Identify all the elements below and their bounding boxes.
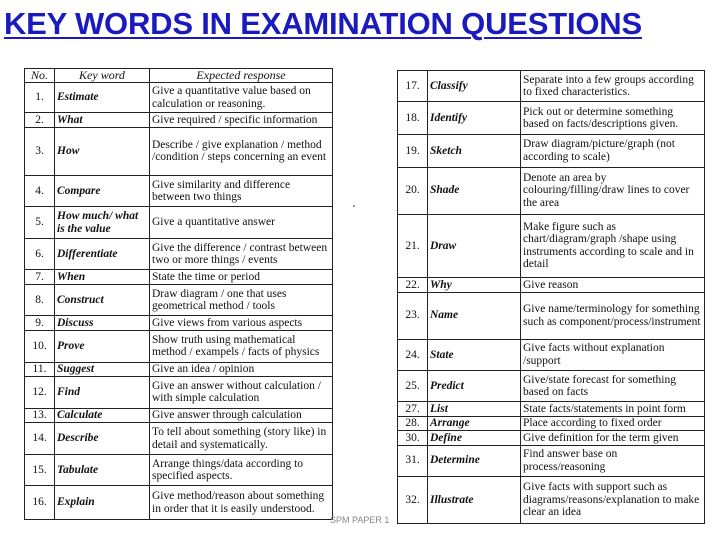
row-number: 10. xyxy=(25,331,55,362)
row-number: 15. xyxy=(25,454,55,485)
row-number: 16. xyxy=(25,486,55,520)
table-row xyxy=(398,71,705,102)
expected-response: Give a quantitative value based on calculation or reasoning. xyxy=(150,83,333,113)
expected-response: Give/state forecast for something based on facts xyxy=(521,370,705,401)
row-number: 32. xyxy=(398,476,428,523)
row-number: 13. xyxy=(25,408,55,423)
key-word: Why xyxy=(428,278,521,292)
expected-response: Describe / give explanation / method /condition / steps concerning an event xyxy=(150,128,333,176)
row-number: 1. xyxy=(25,83,55,113)
row-number: 3. xyxy=(25,128,55,176)
key-word: Arrange xyxy=(428,416,521,430)
row-number: 14. xyxy=(25,423,55,454)
row-number: 24. xyxy=(398,339,428,370)
row-number: 25. xyxy=(398,370,428,401)
key-word: Suggest xyxy=(55,362,150,377)
key-word: Describe xyxy=(55,423,150,454)
expected-response: To tell about something (story like) in detail and systematically. xyxy=(150,423,333,454)
row-number: 12. xyxy=(25,377,55,408)
expected-response: Draw diagram / one that uses geometrical method / tools xyxy=(150,284,333,315)
expected-response: Give method/reason about something in order that it is easily understood. xyxy=(150,486,333,520)
table-row xyxy=(25,362,333,377)
key-word: State xyxy=(428,339,521,370)
row-number: 8. xyxy=(25,284,55,315)
key-word: Compare xyxy=(55,175,150,206)
table-row xyxy=(25,207,333,238)
row-number: 5. xyxy=(25,207,55,238)
table-row xyxy=(25,128,333,176)
row-number: 9. xyxy=(25,316,55,331)
stray-dot xyxy=(353,205,355,207)
expected-response: Denote an area by colouring/filling/draw lines to cover the area xyxy=(521,167,705,214)
key-word: List xyxy=(428,402,521,416)
key-word: Explain xyxy=(55,486,150,520)
expected-response: Give name/terminology for something such as component/process/instrument xyxy=(521,292,705,339)
table-row xyxy=(25,486,333,520)
expected-response: Give an answer without calculation / with simple calculation xyxy=(150,377,333,408)
key-word: What xyxy=(55,113,150,128)
expected-response: Give facts with support such as diagrams/reasons/explanation to make clear an idea xyxy=(521,476,705,523)
expected-response: Place according to fixed order xyxy=(521,416,705,430)
table-row xyxy=(25,113,333,128)
key-word: Draw xyxy=(428,214,521,277)
row-number: 4. xyxy=(25,175,55,206)
table-row xyxy=(398,102,705,135)
table-row xyxy=(398,416,705,430)
table-row xyxy=(25,377,333,408)
key-word: Find xyxy=(55,377,150,408)
row-number: 19. xyxy=(398,135,428,167)
row-number: 18. xyxy=(398,102,428,135)
table-row xyxy=(398,214,705,277)
row-number: 30. xyxy=(398,431,428,445)
footer-label: SPM PAPER 1 xyxy=(330,515,390,525)
expected-response: Pick out or determine something based on facts/descriptions given. xyxy=(521,102,705,135)
key-word: Define xyxy=(428,431,521,445)
table-row xyxy=(25,454,333,485)
expected-response: Show truth using mathematical method / exampels / facts of physics xyxy=(150,331,333,362)
table-row xyxy=(25,331,333,362)
expected-response: Give facts without explanation /support xyxy=(521,339,705,370)
key-word: Sketch xyxy=(428,135,521,167)
table-row xyxy=(25,316,333,331)
row-number: 6. xyxy=(25,238,55,269)
expected-response: Give reason xyxy=(521,278,705,292)
expected-response: Give an idea / opinion xyxy=(150,362,333,377)
table-row xyxy=(398,135,705,167)
table-row xyxy=(25,270,333,285)
row-number: 20. xyxy=(398,167,428,214)
expected-response: State facts/statements in point form xyxy=(521,402,705,416)
expected-response: Give required / specific information xyxy=(150,113,333,128)
expected-response: Give answer through calculation xyxy=(150,408,333,423)
expected-response: Arrange things/data according to specified aspects. xyxy=(150,454,333,485)
key-word: Calculate xyxy=(55,408,150,423)
header-expected-response: Expected response xyxy=(150,69,333,83)
header-key-word: Key word xyxy=(55,69,150,83)
table-row xyxy=(398,445,705,476)
table-row xyxy=(398,476,705,523)
expected-response: Give a quantitative answer xyxy=(150,207,333,238)
row-number: 22. xyxy=(398,278,428,292)
row-number: 21. xyxy=(398,214,428,277)
key-word: Name xyxy=(428,292,521,339)
row-number: 28. xyxy=(398,416,428,430)
expected-response: Give similarity and difference between two things xyxy=(150,175,333,206)
key-word: Estimate xyxy=(55,83,150,113)
table-row xyxy=(398,402,705,416)
key-word: Construct xyxy=(55,284,150,315)
key-word: Differentiate xyxy=(55,238,150,269)
expected-response: Draw diagram/picture/graph (not according to scale) xyxy=(521,135,705,167)
key-word: When xyxy=(55,270,150,285)
table-header-row xyxy=(25,69,333,83)
header-no: No. xyxy=(25,69,55,83)
key-word: Discuss xyxy=(55,316,150,331)
expected-response: Give definition for the term given xyxy=(521,431,705,445)
key-word: Tabulate xyxy=(55,454,150,485)
key-word: Identify xyxy=(428,102,521,135)
expected-response: Make figure such as chart/diagram/graph /shape using instruments according to scale and in detail xyxy=(521,214,705,277)
row-number: 7. xyxy=(25,270,55,285)
expected-response: Find answer base on process/reasoning xyxy=(521,445,705,476)
table-row xyxy=(25,423,333,454)
table-row xyxy=(25,83,333,113)
expected-response: Give the difference / contrast between two or more things / events xyxy=(150,238,333,269)
table-row xyxy=(398,339,705,370)
row-number: 31. xyxy=(398,445,428,476)
table-row xyxy=(25,175,333,206)
key-word: How much/ what is the value xyxy=(55,207,150,238)
table-row xyxy=(398,370,705,401)
row-number: 2. xyxy=(25,113,55,128)
key-word: Classify xyxy=(428,71,521,102)
row-number: 17. xyxy=(398,71,428,102)
expected-response: State the time or period xyxy=(150,270,333,285)
page-title: KEY WORDS IN EXAMINATION QUESTIONS xyxy=(4,6,642,41)
key-word: Determine xyxy=(428,445,521,476)
table-row xyxy=(25,238,333,269)
expected-response: Separate into a few groups according to fixed characteristics. xyxy=(521,71,705,102)
key-word: Predict xyxy=(428,370,521,401)
table-row xyxy=(398,431,705,445)
key-word: Prove xyxy=(55,331,150,362)
table-row xyxy=(25,284,333,315)
table-row xyxy=(25,408,333,423)
row-number: 27. xyxy=(398,402,428,416)
key-word: Illustrate xyxy=(428,476,521,523)
key-word: How xyxy=(55,128,150,176)
table-row xyxy=(398,278,705,292)
row-number: 11. xyxy=(25,362,55,377)
keywords-table-left xyxy=(24,68,333,520)
table-row xyxy=(398,167,705,214)
table-row xyxy=(398,292,705,339)
row-number: 23. xyxy=(398,292,428,339)
key-word: Shade xyxy=(428,167,521,214)
expected-response: Give views from various aspects xyxy=(150,316,333,331)
keywords-table-right xyxy=(397,70,705,524)
